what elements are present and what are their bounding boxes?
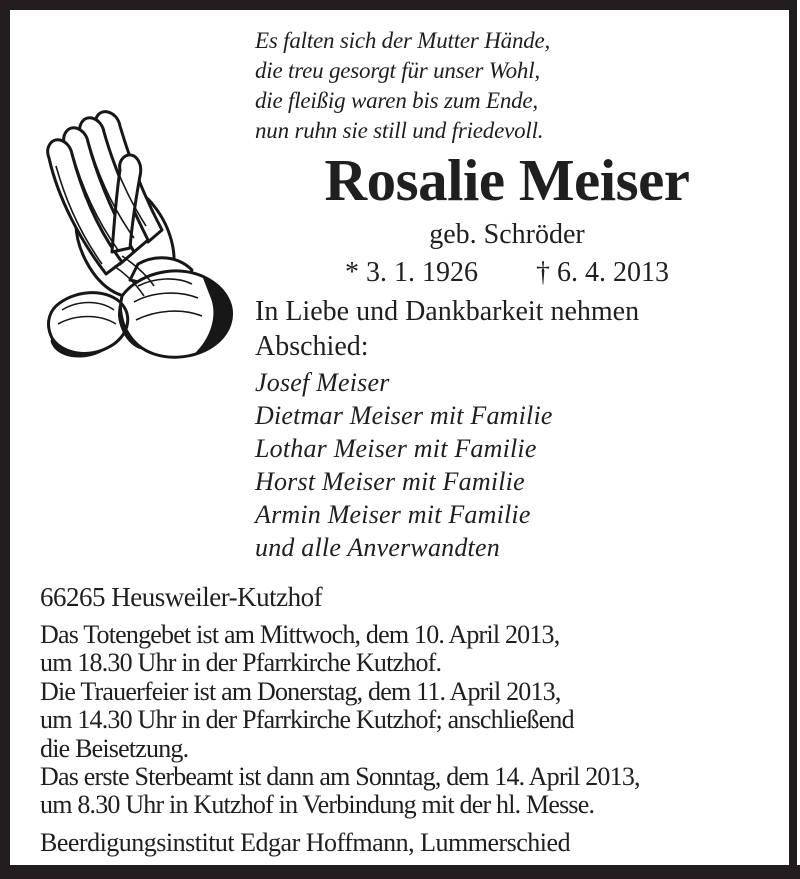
mourners-list <box>255 366 553 564</box>
birth-date: * 3. 1. 1926 <box>345 257 478 288</box>
mourner-line: Dietmar Meiser mit Familie <box>255 401 553 430</box>
death-date: † 6. 4. 2013 <box>536 257 669 288</box>
mourner-line: Horst Meiser mit Familie <box>255 467 525 496</box>
funeral-home-line: Beerdigungsinstitut Edgar Hoffmann, Lummerschied <box>40 828 571 857</box>
farewell-intro-line: Abschied: <box>255 331 369 362</box>
poem-line: die fleißig waren bis zum Ende, <box>255 88 538 113</box>
schedule-line: Das erste Sterbeamt ist dann am Sonntag, dem 14. April 2013, <box>40 762 640 792</box>
schedule-line: um 18.30 Uhr in der Pfarrkirche Kutzhof. <box>40 648 442 678</box>
frame-border-left <box>0 0 10 868</box>
mourner-line: Lothar Meiser mit Familie <box>255 434 537 463</box>
poem-line: die treu gesorgt für unser Wohl, <box>255 58 540 83</box>
frame-border-top <box>0 0 797 10</box>
poem-line: nun ruhn sie still und friedevoll. <box>255 118 544 143</box>
frame-border-right <box>789 0 797 868</box>
deceased-name: Rosalie Meiser <box>324 147 690 213</box>
praying-hands-image <box>26 106 254 364</box>
farewell-intro-line: In Liebe und Dankbarkeit nehmen <box>255 296 640 327</box>
schedule-line: Die Trauerfeier ist am Donerstag, dem 11. April 2013, <box>40 676 561 706</box>
memorial-poem <box>255 26 550 146</box>
deceased-block <box>250 147 764 289</box>
schedule-line: um 14.30 Uhr in der Pfarrkirche Kutzhof; anschließend <box>40 705 574 735</box>
schedule-line: Das Totengebet ist am Mittwoch, dem 10. April 2013, <box>40 620 560 649</box>
mourner-line: Armin Meiser mit Familie <box>255 500 531 529</box>
address-line: 66265 Heusweiler-Kutzhof <box>40 582 323 612</box>
mourner-line: Josef Meiser <box>255 368 390 397</box>
farewell-intro <box>255 294 639 364</box>
schedule-line: um 8.30 Uhr in Kutzhof in Verbindung mit der hl. Messe. <box>40 790 595 820</box>
life-dates <box>250 257 764 289</box>
service-schedule <box>40 621 640 820</box>
schedule-line: die Beisetzung. <box>40 733 189 763</box>
poem-line: Es falten sich der Mutter Hände, <box>255 28 551 53</box>
maiden-name: geb. Schröder <box>429 219 585 250</box>
mourner-line: und alle Anverwandten <box>255 533 500 562</box>
frame-border-bottom <box>0 865 800 879</box>
